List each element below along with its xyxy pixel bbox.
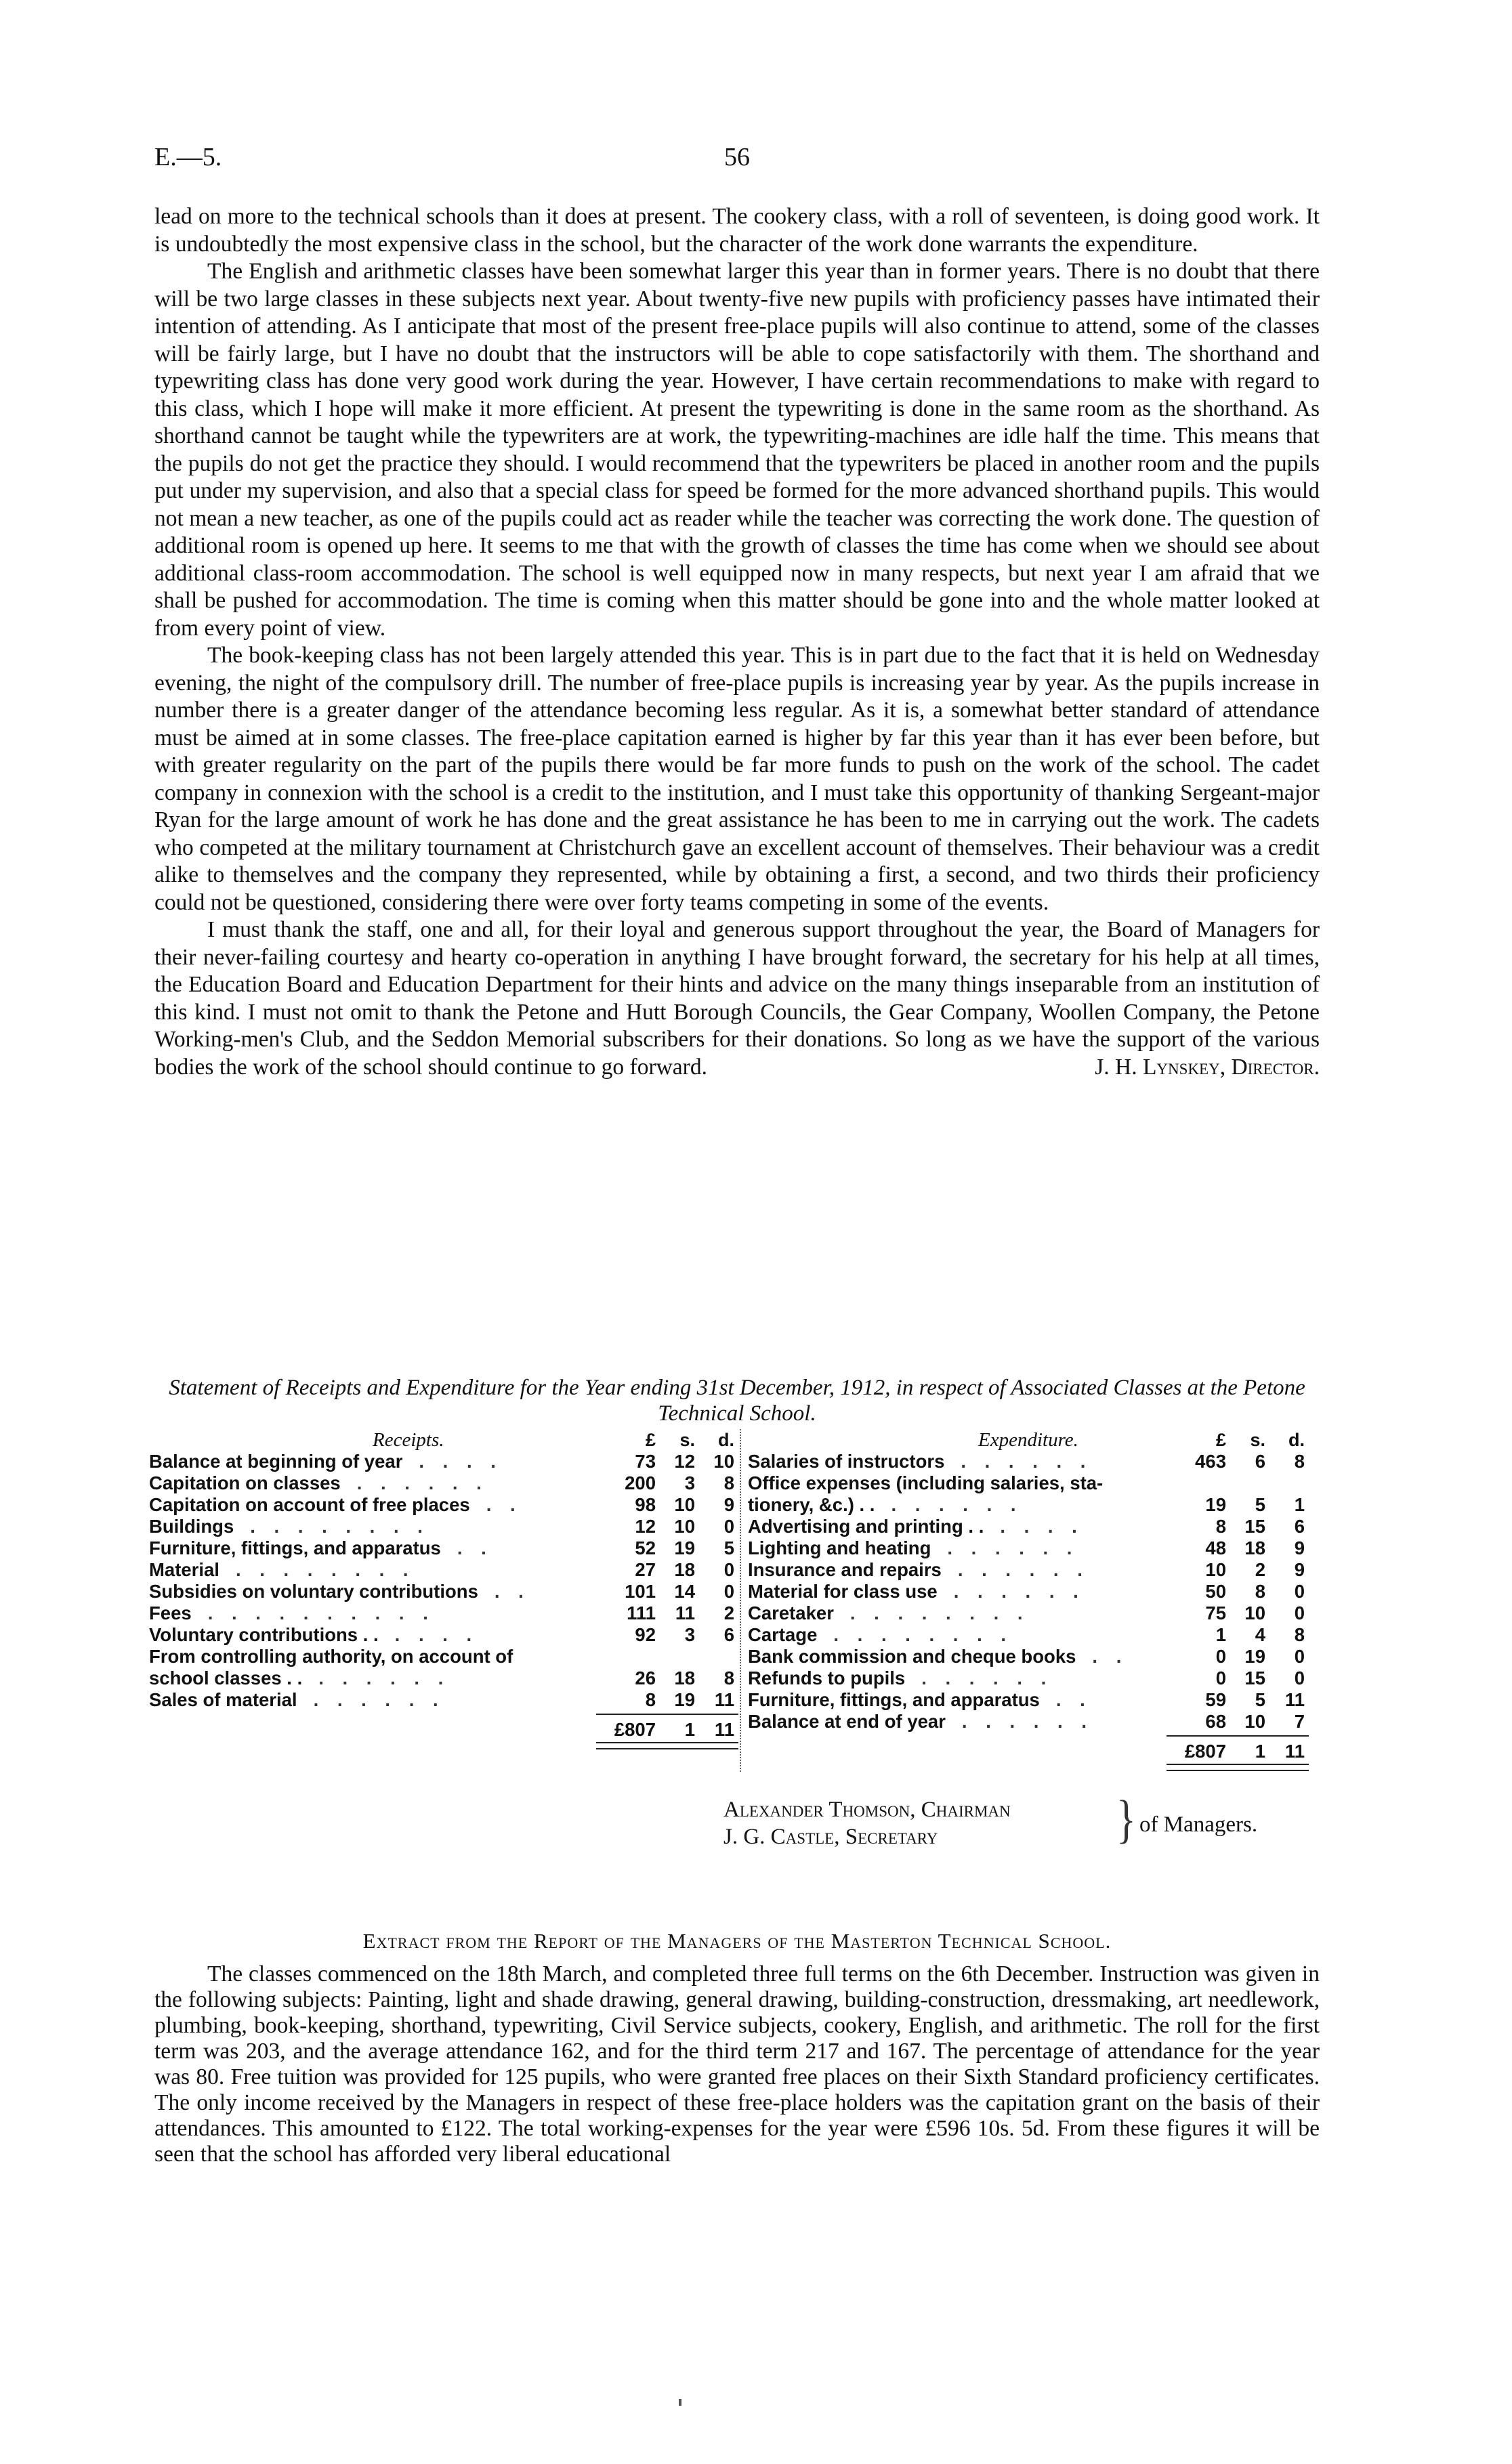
receipt-shillings: 19 <box>674 1689 695 1710</box>
expenditure-pence: 0 <box>1294 1668 1305 1688</box>
receipt-pounds: 12 <box>635 1516 656 1537</box>
receipt-shillings: 10 <box>674 1494 695 1515</box>
expenditure-pence: 0 <box>1294 1646 1305 1667</box>
leader-dots: . . . . . . <box>921 1668 1053 1688</box>
receipt-row <box>149 1602 745 1624</box>
expenditure-pence: 1 <box>1294 1494 1305 1515</box>
receipt-row <box>149 1494 745 1516</box>
expenditure-row <box>748 1646 1329 1668</box>
director-report-text <box>154 203 1320 1081</box>
page-header <box>154 142 1320 176</box>
expenditure-shillings: 8 <box>1255 1581 1265 1602</box>
page-number: 56 <box>724 143 750 171</box>
receipt-row <box>149 1451 745 1472</box>
expenditure-shillings: 5 <box>1255 1689 1265 1710</box>
receipts-heading: Receipts. <box>373 1429 444 1451</box>
expenditure-pence: 7 <box>1294 1711 1305 1732</box>
receipt-pounds: 8 <box>645 1689 656 1710</box>
receipt-pence: 0 <box>723 1581 734 1602</box>
receipt-shillings: 11 <box>675 1602 695 1623</box>
leader-dots: . . . . . . <box>313 1689 445 1710</box>
expenditure-shillings: 5 <box>1255 1494 1265 1515</box>
receipts-header <box>149 1429 745 1451</box>
total-double-rule <box>596 1742 738 1749</box>
expenditure-total-pounds: £807 <box>1184 1741 1226 1762</box>
expenditure-shillings: 6 <box>1255 1451 1265 1472</box>
receipt-row <box>149 1472 745 1494</box>
expenditure-row <box>748 1537 1329 1559</box>
expenditure-pounds: 50 <box>1205 1581 1226 1602</box>
expenditure-pounds: 10 <box>1205 1559 1226 1580</box>
leader-dots: . . . . . . . . . . <box>207 1602 435 1623</box>
expenditure-shillings: 4 <box>1255 1624 1265 1645</box>
expenditure-row <box>748 1668 1329 1689</box>
of-managers: of Managers. <box>1139 1812 1258 1837</box>
receipt-shillings: 3 <box>684 1624 695 1645</box>
pounds-head: £ <box>645 1430 656 1450</box>
expenditure-pence: 11 <box>1284 1689 1305 1710</box>
receipt-pounds: 111 <box>627 1602 656 1623</box>
leader-dots: . . . . . . . . <box>833 1624 1013 1645</box>
expenditure-pence: 8 <box>1294 1624 1305 1645</box>
leader-dots: . . <box>1055 1689 1092 1710</box>
expenditure-pence: 0 <box>1294 1581 1305 1602</box>
expenditure-pence: 8 <box>1294 1451 1305 1472</box>
expenditure-shillings: 2 <box>1255 1559 1265 1580</box>
receipt-item: Furniture, fittings, and apparatus <box>149 1537 441 1558</box>
pounds-head: £ <box>1215 1430 1226 1450</box>
pence-head: d. <box>718 1430 734 1450</box>
expenditure-pence: 9 <box>1294 1537 1305 1558</box>
expenditure-shillings: 15 <box>1244 1668 1265 1688</box>
receipts-rows <box>149 1451 745 1711</box>
chairman-name: Alexander Thomson, Chairman <box>723 1798 1011 1822</box>
receipts-total-row <box>149 1711 745 1741</box>
managers-signatures <box>723 1790 1258 1850</box>
expenditure-pence: 9 <box>1294 1559 1305 1580</box>
expenditure-item: Cartage <box>748 1624 818 1645</box>
expenditure-pounds: 19 <box>1205 1494 1226 1515</box>
expenditure-pence: 0 <box>1294 1602 1305 1623</box>
receipt-pence: 5 <box>723 1537 734 1558</box>
receipt-shillings: 14 <box>674 1581 695 1602</box>
expenditure-pounds: 75 <box>1205 1602 1226 1623</box>
leader-dots: . . . . <box>419 1451 503 1472</box>
total-rule <box>1167 1735 1309 1737</box>
receipts-total-shillings: 1 <box>684 1719 695 1740</box>
receipt-row <box>149 1516 745 1537</box>
leader-dots: . . . . . . <box>947 1537 1079 1558</box>
paragraph: The English and arithmetic classes have been somewhat larger this year than in former years. There is no doubt that there will be two large classes in these subjects next year. About twenty-five new pupils with proficiency passes have intimated their intention of attending. As I anticipate that most of the present free-place pupils will also continue to attend, some of the classes will be fairly large, but I have no doubt that the instructors will be able to cope satisfactorily with them. The shorthand and typewriting class has done very good work during the year. However, I have certain recommendations to make with regard to this class, which I hope will make it more efficient. At present the typewriting is done in the same room as the shorthand. As shorthand cannot be taught while the typewriters are at work, the typewriting-machines are idle half the time. This means that the pupils do not get the practice they should. I would recommend that the typewriters be placed in another room and the pupils put under my supervision, and also that a special class for speed be formed for the more advanced shorthand pupils. This would not mean a new teacher, as one of the pupils could act as reader while the teacher was correcting the work done. The question of additional room is opened up here. It seems to me that with the growth of classes the time has come when we should see about additional class-room accommodation. The school is well equipped now in many respects, but next year I am afraid that we shall be pushed for accommodation. The time is coming when this matter should be gone into and the whole matter looked at from every point of view. <box>154 259 1320 641</box>
expenditure-item: Advertising and printing . . <box>748 1516 984 1537</box>
leader-dots: . . . . . . <box>957 1559 1089 1580</box>
shillings-head: s. <box>1250 1430 1265 1450</box>
leader-dots: . . . . . . <box>961 1711 1093 1732</box>
receipt-pounds: 98 <box>635 1494 656 1515</box>
expenditure-shillings: 15 <box>1244 1516 1265 1537</box>
leader-dots: . . . . . . . . <box>235 1559 415 1580</box>
expenditure-item: Bank commission and cheque books <box>748 1646 1076 1667</box>
paragraph-text: I must thank the staff, one and all, for their loyal and generous support throughout the year, the Board of Managers for their never-failing courtesy and hearty co-operation in anything I have brought forward, the secretary for his help at all times, the Education Board and Education Department for their hints and advice on the many things inseparable from an institution of this kind. I must not omit to thank the Petone and Hutt Borough Councils, the Gear Company, Woollen Company, the Petone Working-men's Club, and the Seddon Memorial subscribers for their donations. So long as we have the support of the various bodies the work of the school should continue to go forward. <box>154 917 1320 1080</box>
expenditure-total-row <box>748 1733 1329 1762</box>
expenditure-column <box>740 1429 1329 1772</box>
leader-dots: . . . . <box>394 1624 479 1645</box>
receipt-pence: 6 <box>723 1624 734 1645</box>
expenditure-item: Refunds to pupils <box>748 1668 906 1688</box>
receipt-pence: 2 <box>723 1602 734 1623</box>
expenditure-pounds: 68 <box>1205 1711 1226 1732</box>
receipt-pounds: 26 <box>635 1668 656 1688</box>
expenditure-row <box>748 1581 1329 1602</box>
receipt-shillings: 12 <box>674 1451 695 1472</box>
expenditure-total-pence: 11 <box>1284 1741 1305 1762</box>
receipt-shillings: 18 <box>674 1559 695 1580</box>
expenditure-pounds: 1 <box>1215 1624 1226 1645</box>
secretary-name: J. G. Castle, Secretary <box>723 1825 938 1849</box>
brace-glyph: } <box>1116 1790 1136 1848</box>
leader-dots: . . <box>494 1581 530 1602</box>
expenditure-pounds: 0 <box>1215 1668 1226 1688</box>
expenditure-item: Lighting and heating <box>748 1537 931 1558</box>
total-double-rule <box>1167 1764 1309 1771</box>
leader-dots: . . . . . . . . <box>250 1516 429 1537</box>
leader-dots: . . <box>1092 1646 1129 1667</box>
expenditure-total-shillings: 1 <box>1255 1741 1265 1762</box>
extract-heading: Extract from the Report of the Managers of the Masterton Technical School. <box>362 1929 1112 1953</box>
paragraph: The classes commenced on the 18th March, and completed three full terms on the 6th December. Instruction was given in the following subjects: Painting, light and shade drawing, general drawing, building-construction, dressmaking, art needlework, plumbing, book-keeping, shorthand, typewriting, Civil Service subjects, cookery, English, and arithmetic. The roll for the first term was 203, and the average attendance 162, and for the third term 217 and 167. The percentage of attendance for the year was 80. Free tuition was provided for 125 pupils, who were granted free places on their Sixth Standard proficiency certificates. The only income received by the Managers in respect of these free-place holders was the capitation grant on the basis of their attendances. This amounted to £122. The total working-expenses for the year were £596 10s. 5d. From these figures it will be seen that the school has afforded very liberal educational <box>154 1961 1320 2167</box>
receipt-row <box>149 1559 745 1581</box>
paragraph: The book-keeping class has not been largely attended this year. This is in part due to the fact that it is held on Wednesday evening, the night of the compulsory drill. The number of free-place pupils is increasing year by year. As the pupils increase in number there is a greater danger of the attendance becoming less regular. As it is, a somewhat better standard of attendance must be aimed at in some classes. The free-place capitation earned is higher by far this year than it has ever been before, but with greater regularity on the part of the pupils there would be far more funds to push on the work of the school. The cadet company in connexion with the school is a credit to the institution, and I must take this opportunity of thanking Sergeant-major Ryan for the large amount of work he has done and the great assistance he has been to me in carrying out the work. The cadets who competed at the military tournament at Christchurch gave an excellent account of themselves. Their behaviour was a credit alike to themselves and the company they represented, while by obtaining a first, a second, and two thirds their proficiency could not be questioned, considering there were over forty teams competing in some of the events. <box>154 643 1320 915</box>
receipt-pence: 9 <box>723 1494 734 1515</box>
receipt-item: Buildings <box>149 1516 234 1537</box>
total-rule <box>596 1714 738 1715</box>
receipt-item: Capitation on account of free places <box>149 1494 470 1515</box>
receipt-pounds: 200 <box>625 1472 656 1493</box>
receipt-pence: 8 <box>723 1472 734 1493</box>
paragraph: lead on more to the technical schools than it does at present. The cookery class, with a roll of seventeen, is doing good work. It is undoubtedly the most expensive class in the school, but the character of the work done warrants the expenditure. <box>154 204 1320 257</box>
expenditure-item: Salaries of instructors <box>748 1451 945 1472</box>
extract-text <box>154 1961 1320 2167</box>
expenditure-item: Material for class use <box>748 1581 938 1602</box>
leader-dots: . . . . . . <box>356 1472 488 1493</box>
director-signature: J. H. Lynskey, Director. <box>1095 1054 1320 1080</box>
receipts-total-pence: 11 <box>714 1719 734 1740</box>
page-mark <box>679 2399 681 2406</box>
leader-dots: . . . . . . <box>953 1581 1085 1602</box>
expenditure-row <box>748 1689 1329 1711</box>
receipt-shillings: 18 <box>674 1668 695 1688</box>
expenditure-row <box>748 1711 1329 1733</box>
receipt-shillings: 19 <box>674 1537 695 1558</box>
receipt-row <box>149 1581 745 1602</box>
pence-head: d. <box>1288 1430 1305 1450</box>
receipt-item: Subsidies on voluntary contributions <box>149 1581 478 1602</box>
statement-title: Statement of Receipts and Expenditure for the Year ending 31st December, 1912, in respect of Associated Classes at the Petone Technical School. <box>169 1376 1305 1426</box>
receipt-pounds: 92 <box>635 1624 656 1645</box>
expenditure-header <box>748 1429 1329 1451</box>
expenditure-row <box>748 1451 1329 1472</box>
leader-dots: . . . . <box>1000 1516 1084 1537</box>
expenditure-heading: Expenditure. <box>978 1429 1078 1451</box>
expenditure-item: Caretaker <box>748 1602 834 1623</box>
expenditure-row <box>748 1602 1329 1624</box>
leader-dots: . . . . . . . . <box>849 1602 1030 1623</box>
leader-dots: . . . . . . <box>318 1668 450 1688</box>
expenditure-row <box>748 1494 1329 1516</box>
receipts-total-pounds: £807 <box>614 1719 656 1740</box>
receipt-row <box>149 1689 745 1711</box>
paragraph <box>154 916 1320 1081</box>
receipt-pounds: 52 <box>635 1537 656 1558</box>
expenditure-pounds: 48 <box>1205 1537 1226 1558</box>
receipt-item: Sales of material <box>149 1689 297 1710</box>
expenditure-shillings: 19 <box>1244 1646 1265 1667</box>
receipt-pounds: 101 <box>625 1581 656 1602</box>
receipt-item: Balance at beginning of year <box>149 1451 403 1472</box>
expenditure-shillings: 18 <box>1244 1537 1265 1558</box>
receipt-pence: 8 <box>723 1668 734 1688</box>
expenditure-rows <box>748 1451 1329 1733</box>
receipt-pence: 10 <box>713 1451 734 1472</box>
receipt-item: Capitation on classes <box>149 1472 341 1493</box>
expenditure-shillings: 10 <box>1244 1711 1265 1732</box>
receipt-pence: 0 <box>723 1516 734 1537</box>
expenditure-item: Insurance and repairs <box>748 1559 942 1580</box>
expenditure-pounds: 59 <box>1205 1689 1226 1710</box>
leader-dots: . . <box>457 1537 493 1558</box>
expenditure-row <box>748 1516 1329 1537</box>
expenditure-item: Balance at end of year <box>748 1711 946 1732</box>
leader-dots: . . . . . . <box>891 1494 1023 1515</box>
receipts-column <box>149 1429 745 1750</box>
receipt-pounds: 73 <box>635 1451 656 1472</box>
receipt-row <box>149 1668 745 1689</box>
receipt-item: Voluntary contributions . . <box>149 1624 379 1645</box>
leader-dots: . . <box>486 1494 522 1515</box>
receipt-item: Material <box>149 1559 219 1580</box>
expenditure-item: Furniture, fittings, and apparatus <box>748 1689 1040 1710</box>
expenditure-shillings: 10 <box>1244 1602 1265 1623</box>
receipt-shillings: 3 <box>684 1472 695 1493</box>
receipt-row <box>149 1646 745 1668</box>
expenditure-pounds: 0 <box>1215 1646 1226 1667</box>
expenditure-item: Office expenses (including salaries, sta- <box>748 1472 1104 1493</box>
expenditure-row <box>748 1559 1329 1581</box>
expenditure-row <box>748 1472 1329 1494</box>
expenditure-item: tionery, &c.) . . <box>748 1494 875 1515</box>
receipt-item: school classes . . <box>149 1668 303 1688</box>
expenditure-pounds: 8 <box>1215 1516 1226 1537</box>
receipt-row <box>149 1624 745 1646</box>
expenditure-row <box>748 1624 1329 1646</box>
section-code: E.—5. <box>154 143 222 171</box>
receipt-pence: 0 <box>723 1559 734 1580</box>
receipt-pence: 11 <box>714 1689 734 1710</box>
receipt-row <box>149 1537 745 1559</box>
receipt-pounds: 27 <box>635 1559 656 1580</box>
expenditure-pounds: 463 <box>1195 1451 1226 1472</box>
receipt-shillings: 10 <box>674 1516 695 1537</box>
shillings-head: s. <box>679 1430 695 1450</box>
expenditure-pence: 6 <box>1294 1516 1305 1537</box>
receipt-item: From controlling authority, on account of <box>149 1646 513 1667</box>
leader-dots: . . . . . . <box>961 1451 1093 1472</box>
receipt-item: Fees <box>149 1602 192 1623</box>
